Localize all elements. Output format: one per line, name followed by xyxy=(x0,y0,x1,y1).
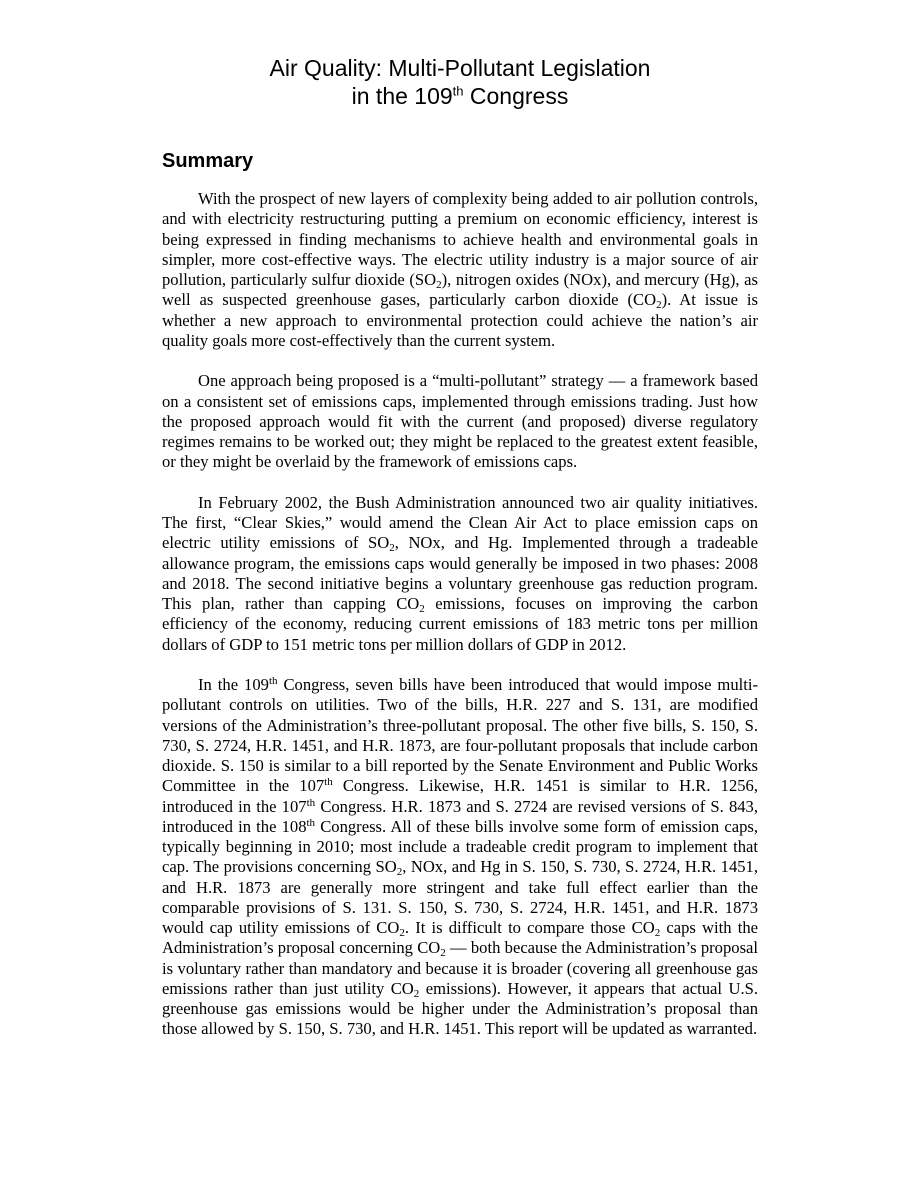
text-run: , NOx, and Hg. Implemented through a tradeable allowance program, the emissions caps would generally be imposed in two phases: 2008 and 2018. The second initiative begins a voluntary greenhouse gas reduction program. This plan, rather than capping CO xyxy=(162,533,758,613)
text-run: In February 2002, the Bush Administration announced two air quality initiatives. The first, “Clear Skies,” would amend the Clean Air Act to place emission caps on electric utility emissions of SO xyxy=(162,492,758,553)
text-run: Congress. H.R. 1873 and S. 2724 are revised versions of S. 843, introduced in the 108 xyxy=(162,796,758,836)
summary-body xyxy=(162,189,758,1040)
title-line-2-end: Congress xyxy=(463,83,569,109)
text-run: ), nitrogen oxides (NOx), and mercury (Hg), as well as suspected greenhouse gases, particularly carbon dioxide (CO xyxy=(162,270,758,310)
text-run: emissions, focuses on improving the carbon efficiency of the economy, reducing current emissions of 183 metric tons per million dollars of GDP to 151 metric tons per million dollars of GDP in 2012. xyxy=(162,594,758,654)
summary-heading: Summary xyxy=(162,150,254,172)
document-title xyxy=(162,54,758,110)
text-run: caps with the Administration’s proposal concerning CO xyxy=(162,918,759,958)
title-line-1: Air Quality: Multi-Pollutant Legislation xyxy=(269,55,651,81)
text-run: In the 109 xyxy=(198,675,269,694)
text-run: Congress. All of these bills involve some form of emission caps, typically beginning in 2010; most include a tradeable credit program to implement that cap. The provisions concerning SO xyxy=(162,816,758,877)
superscript: th xyxy=(306,816,316,829)
subscript: 2 xyxy=(413,987,420,1000)
document-page xyxy=(162,54,758,1040)
text-run: ). At issue is whether a new approach to environmental protection could achieve the nation’s air quality goals more cost-effectively than the current system. xyxy=(162,290,758,350)
summary-paragraph-3 xyxy=(162,493,758,655)
summary-paragraph-1 xyxy=(162,189,758,351)
text-run: Congress. Likewise, H.R. 1451 is similar to H.R. 1256, introduced in the 107 xyxy=(162,776,758,816)
subscript: 2 xyxy=(656,299,662,312)
title-line-2-start: in the 109 xyxy=(351,83,453,109)
subscript: 2 xyxy=(654,927,661,939)
text-run: . It is difficult to compare those CO xyxy=(404,918,655,937)
text-run: One approach being proposed is a “multi-pollutant” strategy — a framework based on a consistent set of emissions caps, implemented through emissions trading. Just how the proposed approach would fit with the current (and proposed) diverse regulatory regimes remains to be worked out; they might be replaced to the greatest extent feasible, or they might be overlaid by the framework of emissions caps. xyxy=(162,371,758,472)
summary-paragraph-2 xyxy=(162,371,758,472)
subscript: 2 xyxy=(396,866,403,879)
subscript: 2 xyxy=(440,947,446,960)
text-run: — both because the Administration’s proposal is voluntary rather than mandatory and because it is broader (covering all greenhouse gas emissions rather than just utility CO xyxy=(162,938,759,998)
text-run: With the prospect of new layers of complexity being added to air pollution controls, and with electricity restructuring putting a premium on economic efficiency, interest is being expressed in finding mechanisms to achieve health and environmental goals in simpler, more cost-effective ways. The electric utility industry is a major source of air pollution, particularly sulfur dioxide (SO xyxy=(162,189,758,289)
superscript: th xyxy=(324,776,333,789)
text-run: Congress, seven bills have been introduced that would impose multi-pollutant controls on utilities. Two of the bills, H.R. 227 and S. 131, are modified versions of the Administration’s three-pollutant proposal. The other five bills, S. 150, S. 730, S. 2724, H.R. 1451, and H.R. 1873, are four-pollutant proposals that include carbon dioxide. S. 150 is similar to a bill reported by the Senate Environment and Public Works Committee in the 107 xyxy=(162,675,758,796)
superscript: th xyxy=(306,796,316,809)
subscript: 2 xyxy=(436,279,442,291)
title-ordinal-suffix: th xyxy=(452,83,464,99)
summary-paragraph-4 xyxy=(162,675,758,1040)
subscript: 2 xyxy=(389,542,395,555)
text-run: emissions). However, it appears that actual U.S. greenhouse gas emissions would be higher under the Administration’s proposal than those allowed by S. 150, S. 730, and H.R. 1451. This report will be updated as warranted. xyxy=(162,978,758,1039)
superscript: th xyxy=(268,675,278,687)
subscript: 2 xyxy=(419,603,425,615)
text-run: , NOx, and Hg in S. 150, S. 730, S. 2724, H.R. 1451, and H.R. 1873 are generally more stringent and take full effect earlier than the comparable provisions of S. 131. S. 150, S. 730, S. 2724, H.R. 1451, and H.R. 1873 would cap utility emissions of CO xyxy=(162,857,758,937)
subscript: 2 xyxy=(399,927,405,939)
